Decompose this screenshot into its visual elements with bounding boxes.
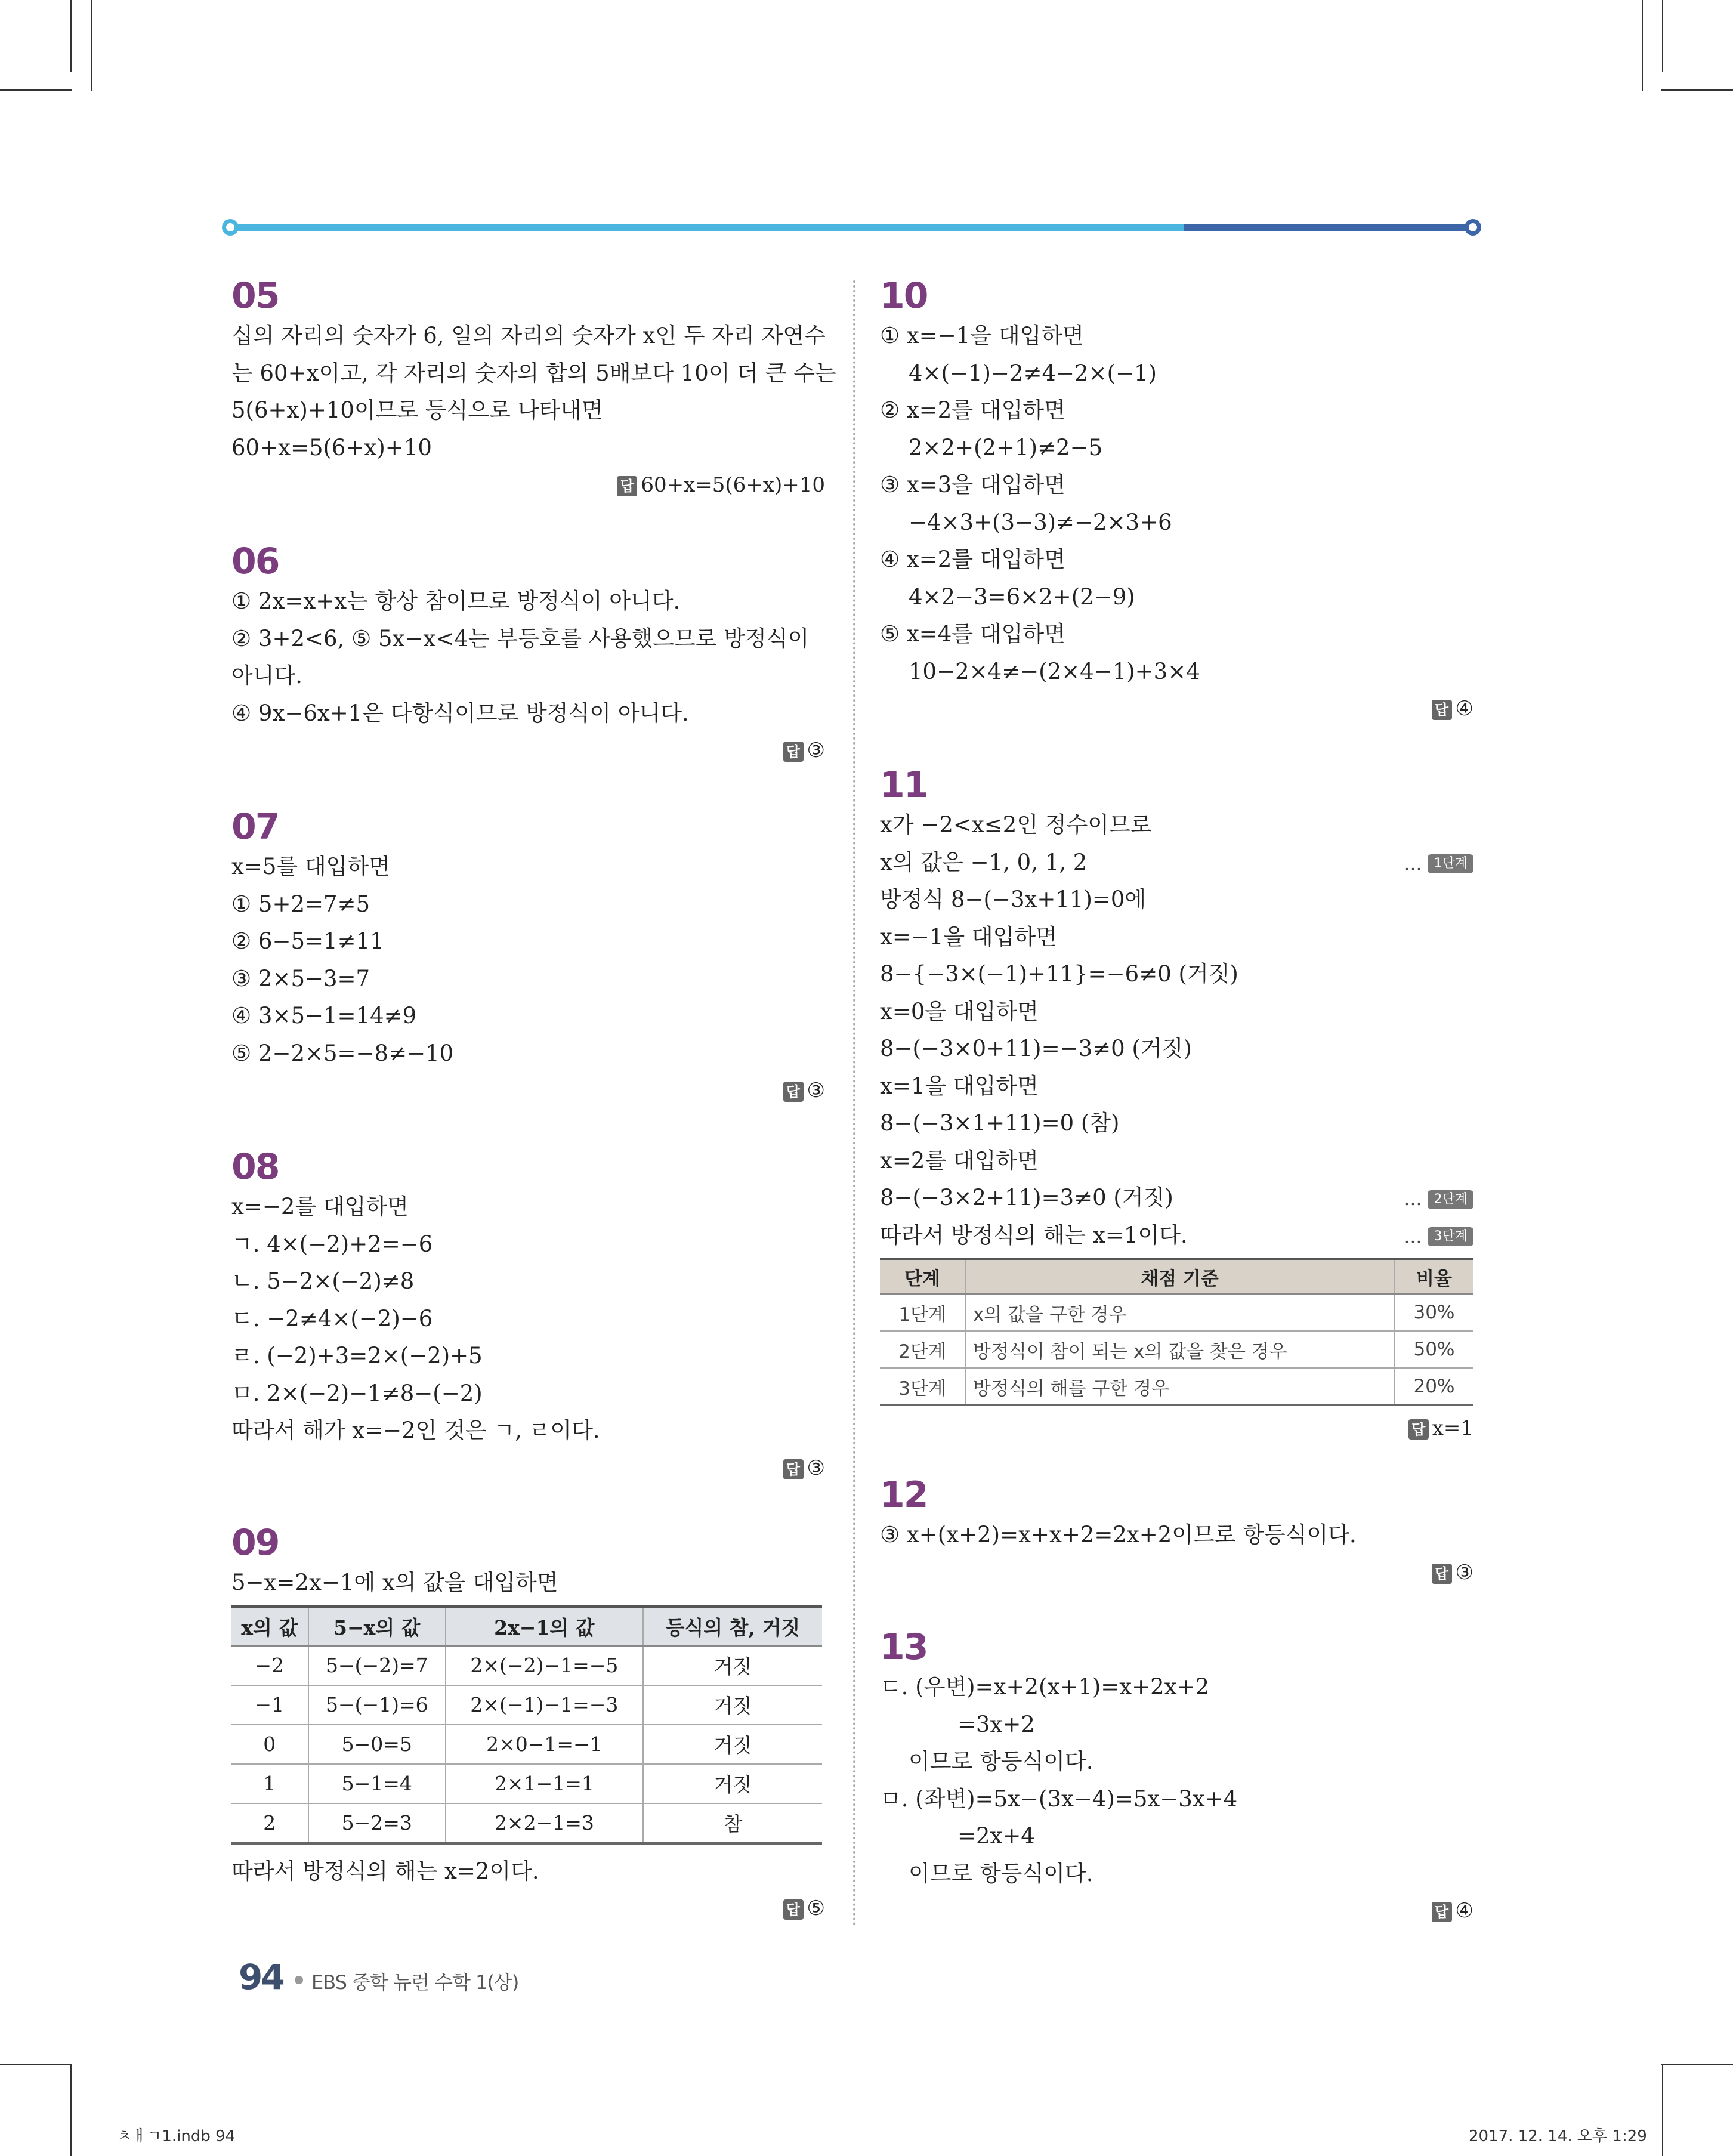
solution-line: ④ 3×5−1=14≠9	[231, 1003, 417, 1028]
table-cell: x의 값을 구한 경우	[965, 1294, 1394, 1331]
solution-line: ④ x=2를 대입하면	[880, 546, 1065, 572]
table-cell: 거짓	[643, 1764, 822, 1803]
answer-value: ③	[807, 1456, 825, 1480]
solution-line: 8−(−3×0+11)=−3≠0 (거짓)	[880, 1036, 1192, 1061]
problem-07	[231, 805, 825, 1109]
table-cell: 5−(−2)=7	[308, 1646, 446, 1685]
table-cell: 거짓	[643, 1725, 822, 1764]
solution-line: ㄱ. 4×(−2)+2=−6	[231, 1231, 433, 1257]
solution-line: 는 60+x이고, 각 자리의 숫자의 합의 5배보다 10이 더 큰 수는	[231, 360, 836, 386]
crop-mark-tl-v2	[70, 0, 72, 72]
answer-icon: 답	[783, 1899, 804, 1920]
table-header: 채점 기준	[965, 1259, 1394, 1294]
answer	[231, 1072, 825, 1109]
solution-line: x=−2를 대입하면	[231, 1194, 409, 1219]
answer-value: ④	[1455, 697, 1473, 721]
solution-line: ③ x=3을 대입하면	[880, 472, 1065, 498]
table-cell: 방정식의 해를 구한 경우	[965, 1368, 1394, 1406]
table-header: 2x−1의 값	[446, 1607, 643, 1646]
problem-13	[880, 1626, 1473, 1929]
solution-line: 십의 자리의 숫자가 6, 일의 자리의 숫자가 x인 두 자리 자연수	[231, 323, 826, 348]
header-decorative-bar	[222, 221, 1484, 234]
solution-line: ⑤ 2−2×5=−8≠−10	[231, 1040, 454, 1066]
print-slug-date: 2017. 12. 14. 오후 1:29	[1469, 2127, 1647, 2145]
crop-mark-tr-v	[1642, 0, 1643, 91]
book-title: EBS 중학 뉴런 수학 1(상)	[311, 1971, 519, 1994]
table-cell: 3단계	[880, 1368, 965, 1406]
answer	[231, 467, 825, 504]
table-cell: 1단계	[880, 1294, 965, 1331]
answer-value: ③	[1455, 1560, 1473, 1584]
solution-line: ㄷ. −2≠4×(−2)−6	[231, 1305, 433, 1332]
solution-line: ① x=−1을 대입하면	[880, 323, 1084, 348]
table-cell: 1	[231, 1764, 308, 1803]
table-cell: 5−(−1)=6	[308, 1685, 446, 1725]
print-slug-file: ㅊㅐㄱ1.indb 94	[117, 2127, 236, 2145]
truth-table	[231, 1605, 822, 1845]
solution-line: x=−1을 대입하면	[880, 923, 1057, 950]
answer-icon: 답	[783, 742, 804, 762]
table-cell: 5−0=5	[308, 1725, 446, 1764]
solution-line: ② 6−5=1≠11	[231, 928, 384, 954]
solution-line: 8−{−3×(−1)+11}=−6≠0 (거짓)	[880, 961, 1238, 987]
solution-line: ① 5+2=7≠5	[231, 891, 370, 917]
problem-number: 08	[231, 1146, 279, 1188]
crop-mark-tl-h	[0, 89, 72, 91]
problem-number: 06	[231, 540, 279, 582]
table-cell: −2	[231, 1646, 308, 1685]
solution-line: ㅁ. (좌변)=5x−(3x−4)=5x−3x+4	[880, 1786, 1238, 1812]
solution-line: 8−(−3×2+11)=3≠0 (거짓) … 2단계	[880, 1179, 1473, 1217]
answer	[231, 1890, 825, 1927]
crop-mark-bl-h	[0, 2064, 72, 2065]
crop-mark-br-h	[1661, 2064, 1733, 2065]
answer-icon: 답	[1432, 700, 1452, 720]
crop-mark-bl-v	[70, 2064, 72, 2156]
problem-11	[880, 764, 1473, 1447]
table-cell: 2×(−2)−1=−5	[446, 1646, 643, 1685]
solution-line: ② x=2를 대입하면	[880, 397, 1065, 423]
solution-line: ⑤ x=4를 대입하면	[880, 621, 1065, 647]
crop-mark-tr-h	[1661, 89, 1733, 91]
problem-number: 05	[231, 275, 279, 317]
table-header: 단계	[880, 1259, 965, 1294]
problem-05	[231, 274, 836, 504]
table-cell: 참	[643, 1803, 822, 1843]
solution-line: −4×3+(3−3)≠−2×3+6	[909, 509, 1172, 535]
table-cell: 2×(−1)−1=−3	[446, 1685, 643, 1725]
table-cell: 2×2−1=3	[446, 1803, 643, 1843]
table-cell: 20%	[1394, 1368, 1473, 1406]
solution-line: ㅁ. 2×(−2)−1≠8−(−2)	[231, 1380, 483, 1406]
solution-line: 아니다.	[231, 663, 302, 688]
grading-table	[880, 1258, 1473, 1406]
answer-value: ③	[807, 1079, 825, 1102]
answer	[231, 1450, 825, 1487]
solution-line: x=2를 대입하면	[880, 1147, 1039, 1173]
solution-line: 8−(−3×1+11)=0 (참)	[880, 1110, 1120, 1136]
solution-line: 따라서 방정식의 해는 x=1이다. … 3단계	[880, 1217, 1473, 1255]
solution-line: 이므로 항등식이다.	[909, 1749, 1093, 1774]
page-number: 94	[239, 1957, 283, 1997]
table-cell: 0	[231, 1725, 308, 1764]
crop-mark-tr-v2	[1662, 0, 1663, 72]
solution-line: ③ x+(x+2)=x+x+2=2x+2이므로 항등식이다.	[880, 1522, 1357, 1547]
problem-number: 13	[880, 1626, 928, 1668]
solution-line: x=5를 대입하면	[231, 854, 390, 879]
table-row	[231, 1725, 822, 1764]
table-cell: 거짓	[643, 1685, 822, 1725]
answer-icon: 답	[1432, 1902, 1452, 1922]
table-row	[880, 1294, 1473, 1331]
solution-line: 2×2+(2+1)≠2−5	[909, 434, 1103, 461]
solution-line: ㄴ. 5−2×(−2)≠8	[231, 1268, 415, 1294]
table-cell: 30%	[1394, 1294, 1473, 1331]
problem-10	[880, 274, 1473, 727]
table-header: x의 값	[231, 1607, 308, 1646]
problem-number: 07	[231, 806, 279, 848]
solution-line: 따라서 방정식의 해는 x=2이다.	[231, 1858, 539, 1884]
table-row	[880, 1331, 1473, 1368]
solution-line: 방정식 8−(−3x+11)=0에	[880, 887, 1147, 912]
step-badge: 3단계	[1428, 1227, 1473, 1246]
table-cell: −1	[231, 1685, 308, 1725]
table-row	[231, 1764, 822, 1803]
answer-icon: 답	[1408, 1419, 1429, 1440]
solution-line: 10−2×4≠−(2×4−1)+3×4	[909, 658, 1200, 684]
table-cell: 5−2=3	[308, 1803, 446, 1843]
solution-line: ㄹ. (−2)+3=2×(−2)+5	[231, 1343, 483, 1369]
answer-value: ③	[807, 739, 825, 762]
solution-line: 5(6+x)+10이므로 등식으로 나타내면	[231, 397, 603, 423]
solution-line: x가 −2<x≤2인 정수이므로	[880, 812, 1152, 838]
solution-line: 4×(−1)−2≠4−2×(−1)	[909, 360, 1157, 386]
answer-value: ④	[1455, 1899, 1473, 1923]
table-row	[231, 1646, 822, 1685]
table-cell: 50%	[1394, 1331, 1473, 1368]
table-cell: 2	[231, 1803, 308, 1843]
solution-line: x=0을 대입하면	[880, 998, 1039, 1024]
step-badge: 2단계	[1428, 1190, 1473, 1209]
table-cell: 5−1=4	[308, 1764, 446, 1803]
table-row	[231, 1803, 822, 1843]
solution-line: x의 값은 −1, 0, 1, 2 … 1단계	[880, 844, 1473, 882]
step-badge: 1단계	[1428, 854, 1473, 873]
column-divider	[853, 280, 855, 1927]
table-header: 등식의 참, 거짓	[643, 1607, 822, 1646]
answer	[880, 690, 1473, 727]
solution-line: 60+x=5(6+x)+10	[231, 434, 432, 461]
answer-icon: 답	[1432, 1564, 1452, 1584]
solution-line: ① 2x=x+x는 항상 참이므로 방정식이 아니다.	[231, 588, 681, 614]
solution-line: =2x+4	[957, 1823, 1035, 1849]
table-header-row	[880, 1259, 1473, 1294]
table-row	[231, 1685, 822, 1725]
answer-value: x=1	[1432, 1416, 1473, 1440]
solution-line: ② 3+2<6, ⑤ 5x−x<4는 부등호를 사용했으므로 방정식이	[231, 625, 810, 651]
table-row	[880, 1368, 1473, 1406]
answer	[880, 1410, 1473, 1447]
problem-09	[231, 1521, 825, 1927]
solution-line: 5−x=2x−1에 x의 값을 대입하면	[231, 1570, 558, 1595]
table-header: 비율	[1394, 1259, 1473, 1294]
solution-line: 4×2−3=6×2+(2−9)	[909, 583, 1135, 610]
answer-icon: 답	[617, 476, 637, 496]
table-cell: 2단계	[880, 1331, 965, 1368]
answer-icon: 답	[783, 1459, 804, 1479]
solution-line: ③ 2×5−3=7	[231, 965, 370, 991]
table-cell: 2×0−1=−1	[446, 1725, 643, 1764]
bullet-icon	[295, 1976, 303, 1984]
solution-line: x=1을 대입하면	[880, 1073, 1039, 1099]
answer	[880, 1892, 1473, 1929]
answer-value: ⑤	[807, 1896, 825, 1920]
solution-line: 따라서 해가 x=−2인 것은 ㄱ, ㄹ이다.	[231, 1417, 600, 1443]
problem-08	[231, 1145, 825, 1487]
crop-mark-tl-v	[91, 0, 92, 91]
solution-line: ㄷ. (우변)=x+2(x+1)=x+2x+2	[880, 1674, 1210, 1700]
crop-mark-br-v	[1662, 2064, 1663, 2156]
table-header-row	[231, 1607, 822, 1646]
answer-icon: 답	[783, 1082, 804, 1102]
answer-value: 60+x=5(6+x)+10	[641, 473, 825, 497]
solution-line: 이므로 항등식이다.	[909, 1860, 1093, 1886]
answer	[231, 732, 825, 769]
problem-number: 10	[880, 275, 928, 317]
solution-line: =3x+2	[957, 1711, 1035, 1737]
problem-number: 09	[231, 1522, 279, 1564]
table-header: 5−x의 값	[308, 1607, 446, 1646]
problem-number: 12	[880, 1474, 928, 1516]
table-cell: 거짓	[643, 1646, 822, 1685]
problem-12	[880, 1474, 1473, 1591]
problem-number: 11	[880, 764, 928, 806]
problem-06	[231, 540, 825, 769]
answer	[880, 1554, 1473, 1591]
table-cell: 방정식이 참이 되는 x의 값을 찾은 경우	[965, 1331, 1394, 1368]
solution-line: ④ 9x−6x+1은 다항식이므로 방정식이 아니다.	[231, 700, 689, 726]
table-cell: 2×1−1=1	[446, 1764, 643, 1803]
